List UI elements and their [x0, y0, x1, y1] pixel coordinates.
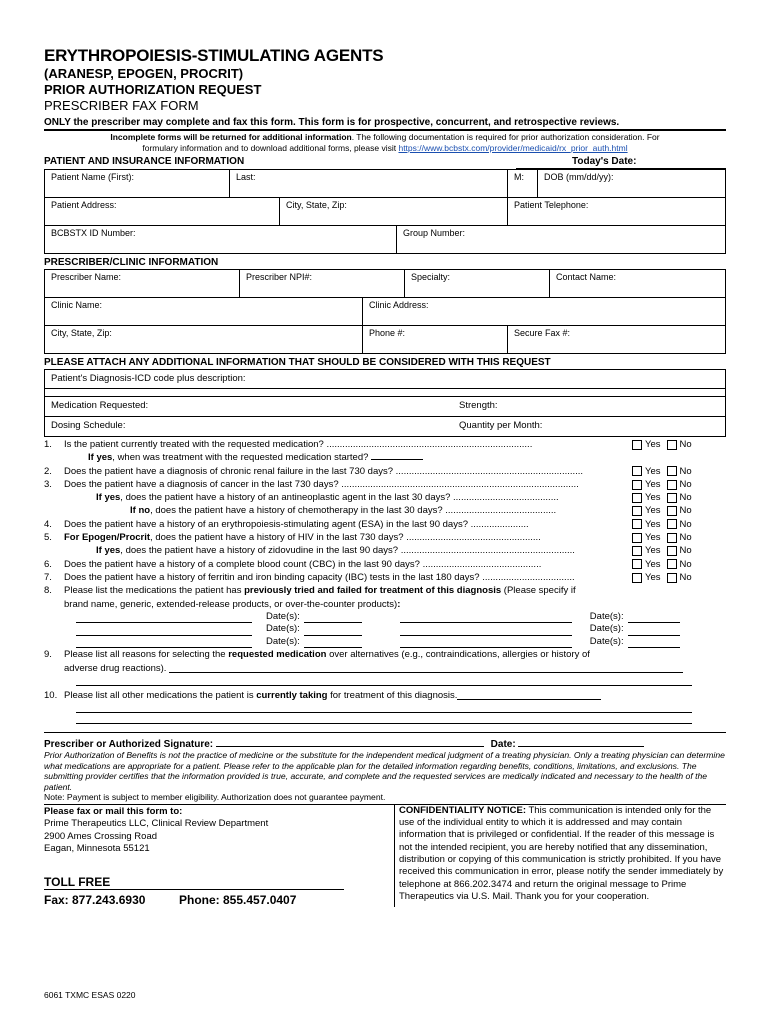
question-row: 8. Please list the medications the patient has previously tried and failed for treatment of this diagnosis (Please specify if [44, 585, 576, 597]
medication-requested-field[interactable]: Medication Requested: [51, 400, 149, 411]
patient-section-title: PATIENT AND INSURANCE INFORMATION [44, 156, 245, 167]
no-checkbox[interactable] [667, 440, 677, 450]
additional-section-title: PLEASE ATTACH ANY ADDITIONAL INFORMATION THAT SHOULD BE CONSIDERED WITH THIS REQUEST [44, 357, 551, 368]
form-code: 6061 TXMC ESAS 0220 [44, 990, 136, 1000]
no-checkbox[interactable] [667, 533, 677, 543]
no-checkbox[interactable] [667, 480, 677, 490]
clinic-city-field[interactable]: City, State, Zip: [45, 326, 363, 354]
tried-med-field[interactable] [400, 623, 572, 636]
bcbstx-id-field[interactable]: BCBSTX ID Number: [45, 226, 397, 254]
patient-last-name-field[interactable]: Last: [230, 170, 508, 198]
tried-failed-list: Date(s): Date(s): Date(s): Date(s): Date(s): Date(s): [44, 611, 726, 649]
question-row: 3. Does the patient have a diagnosis of cancer in the last 730 days? .......................................................................................... Yes No [44, 478, 692, 490]
current-meds-field[interactable] [457, 689, 601, 700]
tried-date-field[interactable] [628, 636, 680, 649]
contact-name-field[interactable]: Contact Name: [550, 270, 726, 298]
yes-checkbox[interactable] [632, 519, 642, 529]
question-row: 1. Is the patient currently treated with the requested medication? .............................................................................. Yes No [44, 438, 726, 451]
signature-field[interactable] [216, 737, 484, 747]
no-checkbox[interactable] [667, 559, 677, 569]
yes-checkbox[interactable] [632, 546, 642, 556]
prescriber-section-title: PRESCRIBER/CLINIC INFORMATION [44, 257, 219, 268]
no-checkbox[interactable] [667, 466, 677, 476]
question-row: 5. For Epogen/Procrit, does the patient have a history of HIV in the last 730 days? ................................................... Yes No [44, 532, 692, 544]
no-checkbox[interactable] [667, 506, 677, 516]
yes-no-options: Yes No [632, 438, 726, 451]
form-name: PRESCRIBER FAX FORM [44, 98, 199, 113]
yes-checkbox[interactable] [632, 466, 642, 476]
prescriber-table [44, 269, 726, 298]
yes-checkbox[interactable] [632, 573, 642, 583]
question-row: If no, does the patient have a history of chemotherapy in the last 30 days? .......................................... Yes No [130, 505, 692, 517]
no-checkbox[interactable] [667, 573, 677, 583]
tried-med-field[interactable] [400, 611, 572, 624]
todays-date-field[interactable]: Today's Date: [516, 156, 726, 169]
signature-date-field[interactable] [518, 737, 644, 747]
question-row: 10. Please list all other medications the patient is currently taking for treatment of this diagnosis. [44, 689, 726, 702]
reasons-field[interactable] [76, 675, 692, 686]
prescriber-name-field[interactable]: Prescriber Name: [45, 270, 240, 298]
patient-dob-field[interactable]: DOB (mm/dd/yy): [538, 170, 726, 198]
signature-row: Prescriber or Authorized Signature: Date: [44, 732, 726, 750]
question-row: 9. Please list all reasons for selecting the requested medication over alternatives (e.g., contraindications, allergies or history of [44, 649, 590, 661]
no-checkbox[interactable] [667, 546, 677, 556]
dosing-schedule-field[interactable]: Dosing Schedule: [51, 420, 126, 431]
additional-section-header [44, 357, 726, 369]
patient-address-table [44, 197, 726, 226]
toll-free-label: TOLL FREE [44, 875, 344, 890]
tried-date-field[interactable] [304, 611, 362, 624]
patient-info-table [44, 169, 726, 198]
question-row: If yes, does the patient have a history of an antineoplastic agent in the last 30 days? ........................................ Yes No [96, 492, 692, 504]
incomplete-bold: Incomplete forms will be returned for additional information [110, 132, 352, 142]
diagnosis-field[interactable]: Patient's Diagnosis-ICD code plus description: [44, 369, 726, 389]
confidentiality-notice: CONFIDENTIALITY NOTICE: This communication is intended only for the use of the individual entity to which it is addressed and may contain information that is privileged or confidential. If the reader of this message is not the intended recipient, you are hereby notified that any dissemination, distribution or copying of this communication is strictly prohibited. If you have received this communication in error, please notify the sender immediately by telephone at 866.202.3474 and return the original message to Prime Therapeutics via U.S. Mail. Thank you for your cooperation. [394, 805, 726, 907]
patient-telephone-field[interactable]: Patient Telephone: [508, 198, 726, 226]
questions-list: 1. Is the patient currently treated with the requested medication? .............................................................................. Yes No If yes, when was treatment with the requested medication started? 2. Does the patient have a diagnosis of chronic renal failure in the last 730 days? ....................................................................... Yes No 3. Does the patient have a diagnosis of cancer in the last 730 days? .......................................................................................... Yes No If yes, does the patient have a history of an antineoplastic agent in the last 30 days? ........................................ Yes No If no, does the patient have a history of chemotherapy in the last 30 days? .......................................... Yes No 4. Does the patient have a history of an erythropoiesis-stimulating agent (ESA) in the last 90 days? ...................... Yes No 5. For Epogen/Procrit, does the patient have a history of HIV in the last 730 days? ................................................... Yes No If yes, does the patient have a history of zidovudine in the last 90 days? .................................................................. Yes No 6. Does the patient have a history of a complete blood count (CBC) in the last 90 days? ............................................. Yes No 7. Does the patient have a history of ferritin and iron binding capacity (IBC) tests in the last 180 days? ................................... Yes No 8. Please list the medications the patient has previously tried and failed for treatment of this diagnosis (Please specify if brand name, generic, extended-release products, or over-the-counter products): Date(s): Date(s): Date(s): Date(s): Date(s): Date(s): 9. Please list all reasons for selecting the requested medication over alternatives (e.g., contraindications, allergies or history of adverse drug reactions). 10. Please list all other medications the patient is currently taking for treatment of this diagnosis. [44, 438, 726, 724]
question-row: 4. Does the patient have a history of an erythropoiesis-stimulating agent (ESA) in the last 90 days? ...................... Yes No [44, 518, 692, 530]
yes-checkbox[interactable] [632, 480, 642, 490]
dosing-row [44, 417, 726, 437]
contact-section [44, 804, 726, 907]
patient-city-field[interactable]: City, State, Zip: [280, 198, 508, 226]
strength-field[interactable]: Strength: [459, 400, 498, 411]
question-row: 6. Does the patient have a history of a complete blood count (CBC) in the last 90 days? ............................................. Yes No [44, 558, 692, 570]
prescriber-section-header [44, 257, 726, 269]
patient-mi-field[interactable]: M: [508, 170, 538, 198]
clinic-phone-field[interactable]: Phone #: [363, 326, 508, 354]
yes-checkbox[interactable] [632, 559, 642, 569]
form-title: ERYTHROPOIESIS-STIMULATING AGENTS [44, 46, 384, 65]
phone-number: Phone: 855.457.0407 [179, 892, 297, 907]
question-row: If yes, when was treatment with the requested medication started? [44, 451, 726, 464]
specialty-field[interactable]: Specialty: [405, 270, 550, 298]
yes-checkbox[interactable] [632, 533, 642, 543]
yes-checkbox[interactable] [632, 440, 642, 450]
formulary-text: formulary information and to download additional forms, please visit [142, 143, 399, 153]
clinic-name-field[interactable]: Clinic Name: [45, 298, 363, 326]
question-row: 7. Does the patient have a history of ferritin and iron binding capacity (IBC) tests in the last 180 days? ................................... Yes No [44, 571, 692, 583]
current-meds-field[interactable] [76, 713, 692, 724]
fax-form [44, 46, 726, 907]
reasons-field[interactable] [169, 662, 683, 673]
fax-number: Fax: 877.243.6930 [44, 892, 146, 907]
payment-note: Note: Payment is subject to member eligibility. Authorization does not guarantee payment. [44, 792, 386, 803]
clinic-contact-table [44, 325, 726, 354]
diagnosis-extra-space[interactable] [44, 389, 726, 397]
patient-section-header [44, 156, 726, 169]
yes-checkbox[interactable] [632, 506, 642, 516]
prescriber-only-notice: ONLY the prescriber may complete and fax this form. This form is for prospective, concurrent, and retrospective reviews. [44, 117, 726, 131]
question-row: If yes, does the patient have a history of zidovudine in the last 90 days? .................................................................. Yes No [96, 545, 692, 557]
form-drugs: (ARANESP, EPOGEN, PROCRIT) [44, 66, 244, 81]
incomplete-notice [44, 132, 726, 154]
tried-med-field[interactable] [76, 611, 252, 624]
no-checkbox[interactable] [667, 519, 677, 529]
mail-instructions: Please fax or mail this form to: Prime Therapeutics LLC, Clinical Review Department 2900 Ames Crossing Road Eagan, Minnesota 55121 TOLL FREE Fax: 877.243.6930 Phone: 855.457.0407 [44, 805, 394, 907]
treatment-start-field[interactable] [371, 459, 423, 460]
patient-first-name-field[interactable]: Patient Name (First): [45, 170, 230, 198]
patient-id-table [44, 225, 726, 254]
tried-med-field[interactable] [400, 636, 572, 649]
prescriber-npi-field[interactable]: Prescriber NPI#: [240, 270, 405, 298]
patient-address-field[interactable]: Patient Address: [45, 198, 280, 226]
tried-date-field[interactable] [304, 636, 362, 649]
clinic-address-field[interactable]: Clinic Address: [363, 298, 726, 326]
yes-checkbox[interactable] [632, 493, 642, 503]
incomplete-rest: . The following documentation is required for prior authorization consideration. For [351, 132, 660, 142]
secure-fax-field[interactable]: Secure Fax #: [508, 326, 726, 354]
medication-row [44, 397, 726, 417]
tried-med-field[interactable] [76, 636, 252, 649]
tried-date-field[interactable] [628, 611, 680, 624]
tried-date-field[interactable] [628, 623, 680, 636]
tried-med-field[interactable] [76, 623, 252, 636]
current-meds-field[interactable] [76, 702, 692, 713]
quantity-field[interactable]: Quantity per Month: [459, 420, 543, 431]
question-row: 2. Does the patient have a diagnosis of chronic renal failure in the last 730 days? ....................................................................... Yes No [44, 465, 692, 477]
group-number-field[interactable]: Group Number: [397, 226, 726, 254]
prior-auth-link[interactable]: https://www.bcbstx.com/provider/medicaid/rx_prior_auth.html [398, 143, 628, 153]
clinic-table [44, 297, 726, 326]
tried-date-field[interactable] [304, 623, 362, 636]
form-request-type: PRIOR AUTHORIZATION REQUEST [44, 82, 262, 97]
disclaimer-text: Prior Authorization of Benefits is not the practice of medicine or the substitute for the independent medical judgment of a treating physician. Only a treating physician can determine what medications are appropriate for a patient. Please refer to the applicable plan for the detailed information regarding benefits, conditions, limitations, and exclusions. The submitting provider certifies that the information provided is true, accurate, and complete and the requested services are medically indicated and necessary to the health of the patient. [44, 750, 725, 792]
no-checkbox[interactable] [667, 493, 677, 503]
